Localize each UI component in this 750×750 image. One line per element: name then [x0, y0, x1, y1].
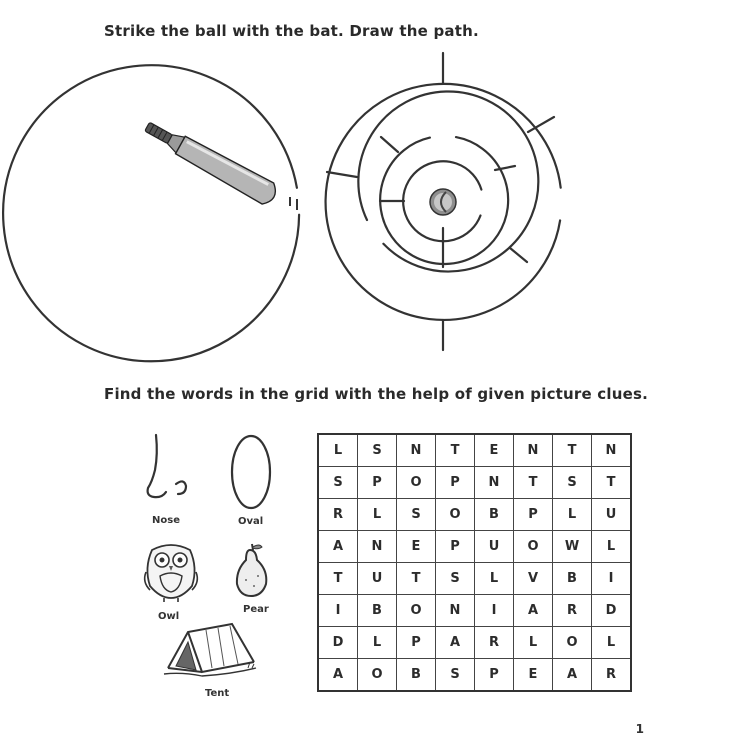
grid-cell[interactable]: U: [475, 531, 514, 563]
cricket-ball-icon: [430, 189, 456, 215]
grid-cell[interactable]: R: [592, 659, 632, 692]
grid-cell[interactable]: N: [397, 434, 436, 467]
grid-cell[interactable]: P: [397, 627, 436, 659]
clue-label-nose: Nose: [152, 515, 180, 526]
grid-cell[interactable]: B: [358, 595, 397, 627]
pear-icon: [232, 540, 272, 600]
grid-row: [318, 563, 631, 595]
clue-owl: [140, 538, 202, 604]
grid-row: [318, 467, 631, 499]
cricket-bat-icon: [141, 116, 279, 207]
grid-cell[interactable]: T: [553, 434, 592, 467]
grid-row: [318, 595, 631, 627]
grid-cell[interactable]: O: [358, 659, 397, 692]
tent-icon: [162, 618, 258, 678]
grid-cell[interactable]: B: [397, 659, 436, 692]
grid-cell[interactable]: W: [553, 531, 592, 563]
grid-cell[interactable]: P: [358, 467, 397, 499]
grid-cell[interactable]: A: [514, 595, 553, 627]
grid-cell[interactable]: L: [592, 627, 632, 659]
grid-cell[interactable]: R: [553, 595, 592, 627]
grid-cell[interactable]: T: [436, 434, 475, 467]
grid-cell[interactable]: S: [436, 659, 475, 692]
grid-cell[interactable]: S: [318, 467, 358, 499]
grid-cell[interactable]: N: [436, 595, 475, 627]
word-search-instruction: Find the words in the grid with the help of given picture clues.: [104, 385, 649, 403]
clue-label-tent: Tent: [205, 688, 230, 699]
grid-cell[interactable]: N: [475, 467, 514, 499]
grid-cell[interactable]: P: [475, 659, 514, 692]
grid-cell[interactable]: L: [358, 627, 397, 659]
grid-cell[interactable]: S: [553, 467, 592, 499]
grid-cell[interactable]: N: [514, 434, 553, 467]
grid-cell[interactable]: I: [318, 595, 358, 627]
clue-pear: [232, 540, 272, 600]
grid-row: [318, 531, 631, 563]
grid-cell[interactable]: V: [514, 563, 553, 595]
grid-cell[interactable]: O: [553, 627, 592, 659]
grid-cell[interactable]: A: [436, 627, 475, 659]
grid-cell[interactable]: L: [553, 499, 592, 531]
grid-cell[interactable]: U: [358, 563, 397, 595]
grid-cell[interactable]: R: [475, 627, 514, 659]
grid-cell[interactable]: B: [475, 499, 514, 531]
grid-cell[interactable]: R: [318, 499, 358, 531]
maze-instruction: Strike the ball with the bat. Draw the path.: [104, 22, 479, 40]
word-search-grid: [317, 433, 632, 692]
grid-row: [318, 499, 631, 531]
grid-cell[interactable]: D: [318, 627, 358, 659]
page-number: 1: [635, 722, 644, 736]
grid-cell[interactable]: O: [436, 499, 475, 531]
grid-cell[interactable]: I: [475, 595, 514, 627]
grid-cell[interactable]: L: [358, 499, 397, 531]
grid-cell[interactable]: U: [592, 499, 632, 531]
grid-cell[interactable]: P: [436, 467, 475, 499]
grid-cell[interactable]: P: [436, 531, 475, 563]
oval-icon: [226, 432, 276, 512]
grid-cell[interactable]: L: [475, 563, 514, 595]
grid-cell[interactable]: A: [318, 659, 358, 692]
grid-cell[interactable]: T: [318, 563, 358, 595]
grid-cell[interactable]: I: [592, 563, 632, 595]
grid-row: [318, 434, 631, 467]
nose-icon: [140, 432, 200, 506]
grid-cell[interactable]: E: [397, 531, 436, 563]
grid-cell[interactable]: O: [397, 595, 436, 627]
grid-cell[interactable]: S: [397, 499, 436, 531]
grid-cell[interactable]: A: [318, 531, 358, 563]
clue-nose: [140, 432, 200, 506]
grid-cell[interactable]: S: [358, 434, 397, 467]
grid-cell[interactable]: O: [397, 467, 436, 499]
grid-cell[interactable]: E: [475, 434, 514, 467]
grid-row: [318, 659, 631, 692]
clue-tent: [162, 618, 258, 678]
clue-label-owl: Owl: [158, 611, 180, 622]
grid-cell[interactable]: L: [592, 531, 632, 563]
grid-cell[interactable]: O: [514, 531, 553, 563]
grid-cell[interactable]: L: [514, 627, 553, 659]
grid-cell[interactable]: A: [553, 659, 592, 692]
clue-label-oval: Oval: [238, 516, 264, 527]
clue-oval: [226, 432, 276, 512]
grid-cell[interactable]: B: [553, 563, 592, 595]
grid-cell[interactable]: E: [514, 659, 553, 692]
owl-icon: [140, 538, 202, 604]
grid-cell[interactable]: T: [592, 467, 632, 499]
grid-row: [318, 627, 631, 659]
clue-label-pear: Pear: [243, 604, 269, 615]
grid-cell[interactable]: L: [318, 434, 358, 467]
grid-cell[interactable]: N: [592, 434, 632, 467]
grid-cell[interactable]: T: [397, 563, 436, 595]
grid-cell[interactable]: N: [358, 531, 397, 563]
grid-cell[interactable]: T: [514, 467, 553, 499]
grid-cell[interactable]: S: [436, 563, 475, 595]
grid-cell[interactable]: P: [514, 499, 553, 531]
grid-cell[interactable]: D: [592, 595, 632, 627]
